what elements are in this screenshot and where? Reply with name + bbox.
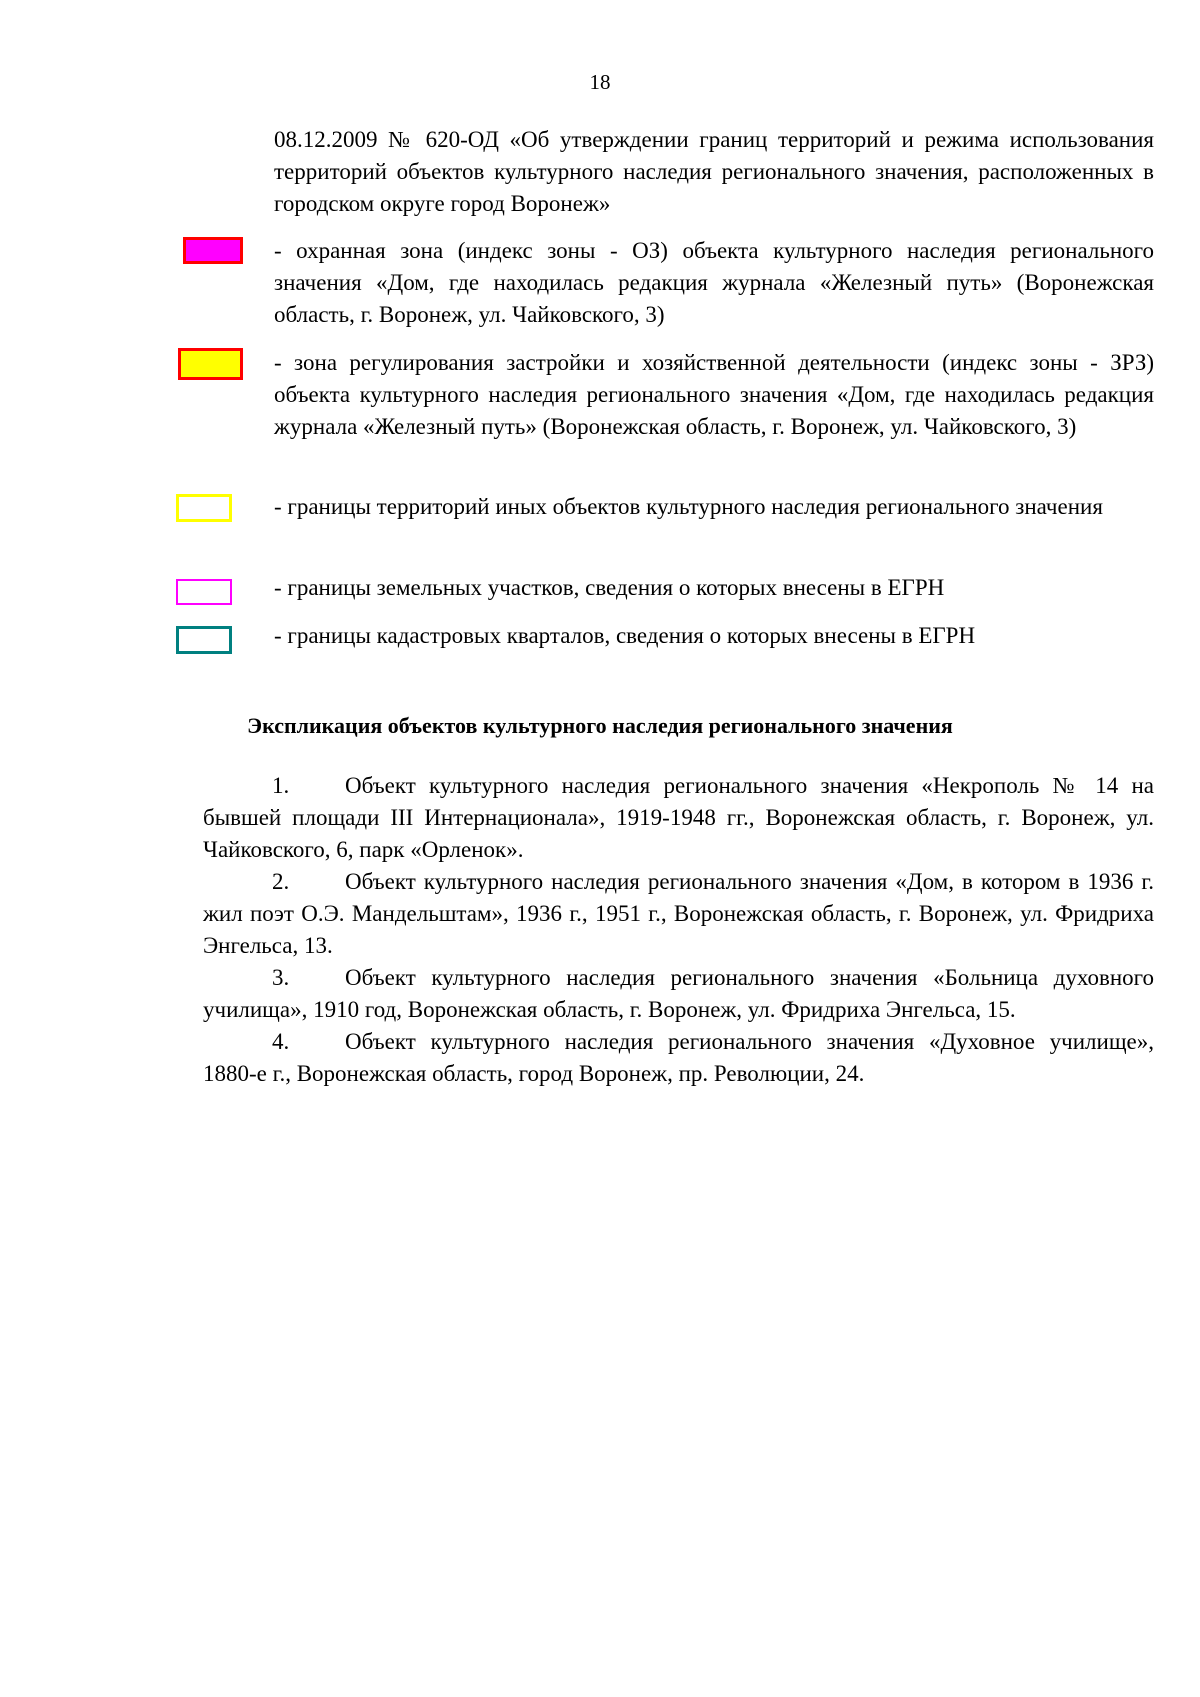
explication-item-number: 1. xyxy=(272,773,290,798)
legend-swatch-cadastral-block-boundaries xyxy=(176,626,232,654)
explication-item xyxy=(203,962,1154,1026)
explication-item xyxy=(203,1026,1154,1090)
legend-swatch-protection-zone xyxy=(183,237,243,264)
section-title: Экспликация объектов культурного наследия регионального значения xyxy=(247,713,953,738)
legend-swatch-building-regulation-zone xyxy=(178,348,243,380)
page-number: 18 xyxy=(589,70,611,94)
explication-item-number: 4. xyxy=(272,1029,290,1054)
explication-item-text: Объект культурного наследия регионального значения «Больница духовного училища», 1910 год, Воронежская область, г. Воронеж, ул. Фридриха Энгельса, 15. xyxy=(203,965,1154,1022)
explication-item-text: Объект культурного наследия регионального значения «Духовное училище», 1880-е г., Воронежская область, город Воронеж, пр. Революции, 24. xyxy=(203,1029,1154,1086)
explication-item-text: Объект культурного наследия регионального значения «Дом, в котором в 1936 г. жил поэт О.Э. Мандельштам», 1936 г., 1951 г., Воронежская область, г. Воронеж, ул. Фридриха Энгельса, 13. xyxy=(203,869,1154,958)
legend-text-protection-zone: - охранная зона (индекс зоны - ОЗ) объекта культурного наследия регионального значения «Дом, где находилась редакция журнала «Железный путь» (Воронежская область, г. Воронеж, ул. Чайковского, 3) xyxy=(274,238,1154,327)
legend-text-building-regulation-zone: - зона регулирования застройки и хозяйственной деятельности (индекс зоны - ЗРЗ) объекта культурного наследия регионального значения «Дом, где находилась редакция журнала «Железный путь» (Воронежская область, г. Воронеж, ул. Чайковского, 3) xyxy=(274,350,1154,439)
legend-swatch-land-plot-boundaries xyxy=(176,579,232,605)
legend-swatch-other-heritage-boundaries xyxy=(176,494,232,522)
legend-text-cadastral-block-boundaries: - границы кадастровых кварталов, сведения о которых внесены в ЕГРН xyxy=(274,623,976,648)
explication-list xyxy=(203,770,1154,1090)
explication-item-text: Объект культурного наследия регионального значения «Некрополь № 14 на бывшей площади III Интернационала», 1919-1948 гг., Воронежская область, г. Воронеж, ул. Чайковского, 6, парк «Орленок». xyxy=(203,773,1154,862)
explication-item-number: 2. xyxy=(272,869,290,894)
explication-item xyxy=(203,770,1154,866)
intro-paragraph: 08.12.2009 № 620-ОД «Об утверждении границ территорий и режима использования территорий объектов культурного наследия регионального значения, расположенных в городском округе город Воронеж» xyxy=(274,127,1154,216)
explication-item-number: 3. xyxy=(272,965,290,990)
legend-text-other-heritage-boundaries: - границы территорий иных объектов культурного наследия регионального значения xyxy=(274,494,1103,519)
legend-text-land-plot-boundaries: - границы земельных участков, сведения о которых внесены в ЕГРН xyxy=(274,575,945,600)
explication-item xyxy=(203,866,1154,962)
